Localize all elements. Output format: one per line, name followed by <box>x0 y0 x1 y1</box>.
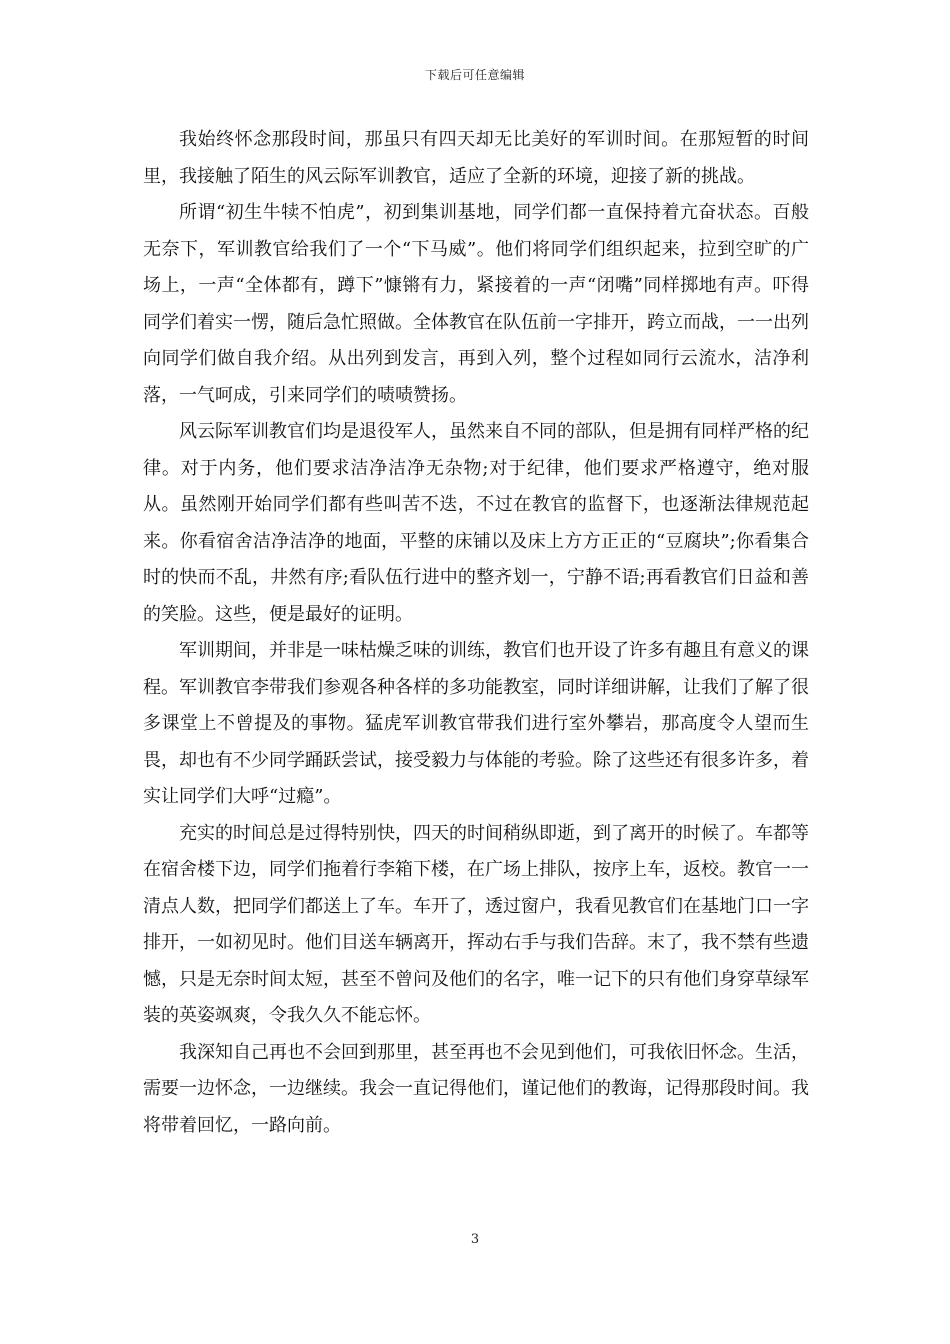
paragraph-6: 我深知自己再也不会回到那里，甚至再也不会见到他们，可我依旧怀念。生活，需要一边怀念，一边继续。我会一直记得他们，谨记他们的教诲，记得那段时间。我将带着回忆，一路向前。 <box>143 1041 809 1136</box>
paragraph-5: 充实的时间总是过得特别快，四天的时间稍纵即逝，到了离开的时候了。车都等在宿舍楼下边，同学们拖着行李箱下楼，在广场上排队，按序上车，返校。教官一一清点人数，把同学们都送上了车。车开了，透过窗户，我看见教官们在基地门口一字排开，一如初见时。他们目送车辆离开，挥动右手与我们告辞。末了，我不禁有些遗憾，只是无奈时间太短，甚至不曾问及他们的名字，唯一记下的只有他们身穿草绿军装的英姿飒爽，令我久久不能忘怀。 <box>143 822 809 1026</box>
page-number: 3 <box>470 1232 480 1247</box>
paragraph-1: 我始终怀念那段时间，那虽只有四天却无比美好的军训时间。在那短暂的时间里，我接触了陌生的风云际军训教官，适应了全新的环境，迎接了新的挑战。 <box>143 129 809 187</box>
paragraph-2: 所谓“初生牛犊不怕虎”，初到集训基地，同学们都一直保持着亢奋状态。百般无奈下，军训教官给我们了一个“下马威”。他们将同学们组织起来，拉到空旷的广场上，一声“全体都有，蹲下”慷锵有力，紧接着的一声“闭嘴”同样掷地有声。吓得同学们着实一愣，随后急忙照做。全体教官在队伍前一字排开，跨立而战，一一出列向同学们做自我介绍。从出列到发言，再到入列，整个过程如同行云流水，洁净利落，一气呵成，引来同学们的啧啧赞扬。 <box>143 202 809 406</box>
document-body <box>143 122 809 1144</box>
paragraph-3: 风云际军训教官们均是退役军人，虽然来自不同的部队，但是拥有同样严格的纪律。对于内务，他们要求洁净洁净无杂物;对于纪律，他们要求严格遵守，绝对服从。虽然刚开始同学们都有些叫苦不迭，不过在教官的监督下，也逐渐法律规范起来。你看宿舍洁净洁净的地面，平整的床铺以及床上方方正正的“豆腐块”;你看集合时的快而不乱，井然有序;看队伍行进中的整齐划一，宁静不语;再看教官们日益和善的笑脸。这些，便是最好的证明。 <box>143 421 809 625</box>
paragraph-4: 军训期间，并非是一味枯燥乏味的训练，教官们也开设了许多有趣且有意义的课程。军训教官李带我们参观各种各样的多功能教室，同时详细讲解，让我们了解了很多课堂上不曾提及的事物。猛虎军训教官带我们进行室外攀岩，那高度令人望而生畏，却也有不少同学踊跃尝试，接受毅力与体能的考验。除了这些还有很多许多，着实让同学们大呼“过瘾”。 <box>143 640 809 807</box>
page-header: 下载后可任意编辑 <box>424 68 525 82</box>
